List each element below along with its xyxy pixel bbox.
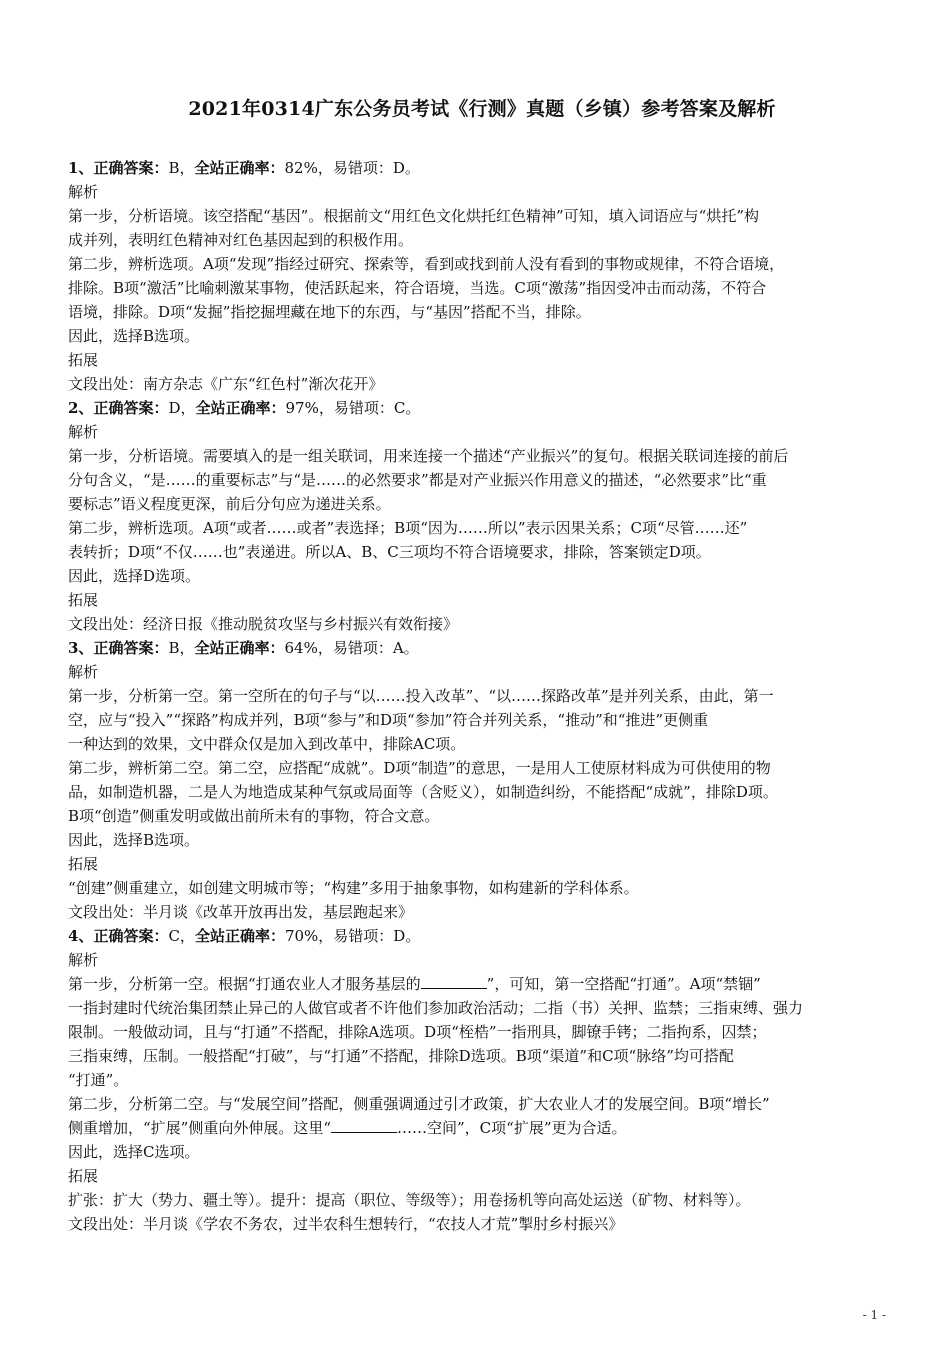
- correct-answer: B，: [168, 639, 195, 657]
- correct-answer: D，: [168, 399, 196, 417]
- accuracy-label: 全站正确率：: [194, 639, 285, 657]
- accuracy-label: 全站正确率：: [194, 927, 285, 945]
- analysis-line: 第二步，辨析选项。A项“发现”指经过研究、探索等，看到或找到前人没有看到的事物或规律，不符合语境，: [68, 255, 785, 273]
- analysis-line: 表转折；D项“不仅……也”表递进。所以A、B、C三项均不符合语境要求，排除，答案锁定D项。: [68, 543, 711, 561]
- question-header: [68, 636, 886, 660]
- correct-answer-label: 正确答案：: [93, 399, 169, 417]
- analysis-line: 第一步，分析语境。该空搭配“基因”。根据前文“用红色文化烘托红色精神”可知，填入词语应与“烘托”构: [68, 207, 760, 225]
- analysis-line: 一指封建时代统治集团禁止异己的人做官或者不许他们参加政治活动；二指（书）关押、监禁；三指束缚、强力: [68, 999, 804, 1017]
- text-segment: ……空间”，C项“扩展”更为合适。: [397, 1119, 627, 1137]
- analysis-line: 第一步，分析第一空。第一空所在的句子与“以……投入改革”、“以……探路改革”是并列关系，由此，第一: [68, 687, 774, 705]
- question-header: [68, 396, 886, 420]
- question-list: [68, 156, 886, 924]
- analysis-line: [68, 972, 886, 996]
- analysis-line: 第二步，辨析选项。A项“或者……或者”表选择；B项“因为……所以”表示因果关系；C项“尽管……还”: [68, 519, 748, 537]
- analysis-lines: [68, 1140, 886, 1236]
- analysis-lines: [68, 996, 886, 1092]
- question-number: 4、: [68, 927, 94, 945]
- analysis-line: “创建”侧重建立，如创建文明城市等；“构建”多用于抽象事物，如构建新的学科体系。: [68, 879, 639, 897]
- analysis-line: 因此，选择C选项。: [68, 1143, 200, 1161]
- analysis-line: 拓展: [68, 351, 99, 369]
- analysis-line: 因此，选择B选项。: [68, 327, 200, 345]
- correct-answer-label: 正确答案：: [93, 639, 169, 657]
- correct-answer: B，: [168, 159, 195, 177]
- question-4: [68, 924, 886, 1236]
- analysis-line: 拓展: [68, 855, 99, 873]
- analysis-line: 要标志”语义程度更深，前后分句应为递进关系。: [68, 495, 391, 513]
- correct-answer: C，: [168, 927, 195, 945]
- analysis-line: 因此，选择B选项。: [68, 831, 200, 849]
- analysis-line: 成并列，表明红色精神对红色基因起到的积极作用。: [68, 231, 414, 249]
- analysis-line: 文段出处：半月谈《学农不务农，过半农科生想转行，“农技人才荒”掣肘乡村振兴》: [68, 1215, 624, 1233]
- accuracy-value: 82%，易错项：D。: [284, 159, 420, 177]
- correct-answer-label: 正确答案：: [93, 927, 169, 945]
- text-segment: ”，可知，第一空搭配“打通”。A项“禁锢”: [486, 975, 761, 993]
- analysis-line: 第二步，辨析第二空。第二空，应搭配“成就”。D项“制造”的意思，一是用人工使原材料成为可供使用的物: [68, 759, 771, 777]
- analysis-line: 一种达到的效果，文中群众仅是加入到改革中，排除AC项。: [68, 735, 466, 753]
- page-number: - 1 -: [862, 1308, 886, 1322]
- analysis-heading: 解析: [68, 951, 99, 969]
- analysis-line: 因此，选择D选项。: [68, 567, 201, 585]
- analysis-line: 限制。一般做动词，且与“打通”不搭配，排除A选项。D项“桎梏”一指刑具，脚镣手铐；二指拘系，囚禁；: [68, 1023, 767, 1041]
- analysis-line: 文段出处：半月谈《改革开放再出发，基层跑起来》: [68, 903, 414, 921]
- analysis-line: 品，如制造机器，二是人为地造成某种气氛或局面等（含贬义），如制造纠纷，不能搭配“成就”，排除D项。: [68, 783, 778, 801]
- question-number: 1、: [68, 159, 94, 177]
- analysis-line: “打通”。: [68, 1071, 129, 1089]
- accuracy-value: 97%，易错项：C。: [285, 399, 421, 417]
- accuracy-label: 全站正确率：: [195, 399, 286, 417]
- analysis-line: 解析: [68, 183, 99, 201]
- question-header: [68, 156, 886, 180]
- analysis-line: 解析: [68, 423, 99, 441]
- analysis-line: 第二步，分析第二空。与“发展空间”搭配，侧重强调通过引才政策，扩大农业人才的发展空间。B项“增长”: [68, 1095, 770, 1113]
- analysis-line: 空，应与“投入”“探路”构成并列，B项“参与”和D项“参加”符合并列关系，“推动”和“推进”更侧重: [68, 711, 709, 729]
- analysis-line: 第一步，分析语境。需要填入的是一组关联词，用来连接一个描述“产业振兴”的复句。根据关联词连接的前后: [68, 447, 789, 465]
- analysis-line: [68, 1116, 886, 1140]
- fill-blank: [331, 1118, 397, 1133]
- analysis-line: 排除。B项“激活”比喻刺激某事物，使活跃起来，符合语境，当选。C项“激荡”指因受冲击而动荡，不符合: [68, 279, 767, 297]
- accuracy-value: 70%，易错项：D。: [284, 927, 421, 945]
- analysis-line: 语境，排除。D项“发掘”指挖掘埋藏在地下的东西，与“基因”搭配不当，排除。: [68, 303, 591, 321]
- analysis-line: 分句含义，“是……的重要标志”与“是……的必然要求”都是对产业振兴作用意义的描述，“必然要求”比“重: [68, 471, 767, 489]
- question-header: [68, 924, 886, 948]
- document-title: 2021年0314广东公务员考试《行测》真题（乡镇）参考答案及解析: [188, 98, 776, 120]
- correct-answer-label: 正确答案：: [93, 159, 169, 177]
- question-number: 2、: [68, 399, 94, 417]
- question-1: [68, 156, 886, 396]
- fill-blank: [421, 974, 487, 989]
- text-segment: 侧重增加，“扩展”侧重向外伸展。这里“: [68, 1119, 332, 1137]
- accuracy-label: 全站正确率：: [194, 159, 285, 177]
- analysis-line: 解析: [68, 663, 99, 681]
- analysis-line: 三指束缚，压制。一般搭配“打破”，与“打通”不搭配，排除D选项。B项“渠道”和C项“脉络”均可搭配: [68, 1047, 734, 1065]
- analysis-line: B项“创造”侧重发明或做出前所未有的事物，符合文意。: [68, 807, 440, 825]
- analysis-line: 拓展: [68, 591, 99, 609]
- analysis-line: 文段出处：经济日报《推动脱贫攻坚与乡村振兴有效衔接》: [68, 615, 459, 633]
- question-number: 3、: [68, 639, 94, 657]
- accuracy-value: 64%，易错项：A。: [284, 639, 419, 657]
- analysis-line: 拓展: [68, 1167, 99, 1185]
- text-segment: 第一步，分析第一空。根据“打通农业人才服务基层的: [68, 975, 421, 993]
- analysis-line: 文段出处：南方杂志《广东“红色村”渐次花开》: [68, 375, 384, 393]
- question-3: [68, 636, 886, 924]
- analysis-line: 扩张：扩大（势力、疆土等）。提升：提高（职位、等级等）；用卷扬机等向高处运送（矿物、材料等）。: [68, 1191, 751, 1209]
- question-2: [68, 396, 886, 636]
